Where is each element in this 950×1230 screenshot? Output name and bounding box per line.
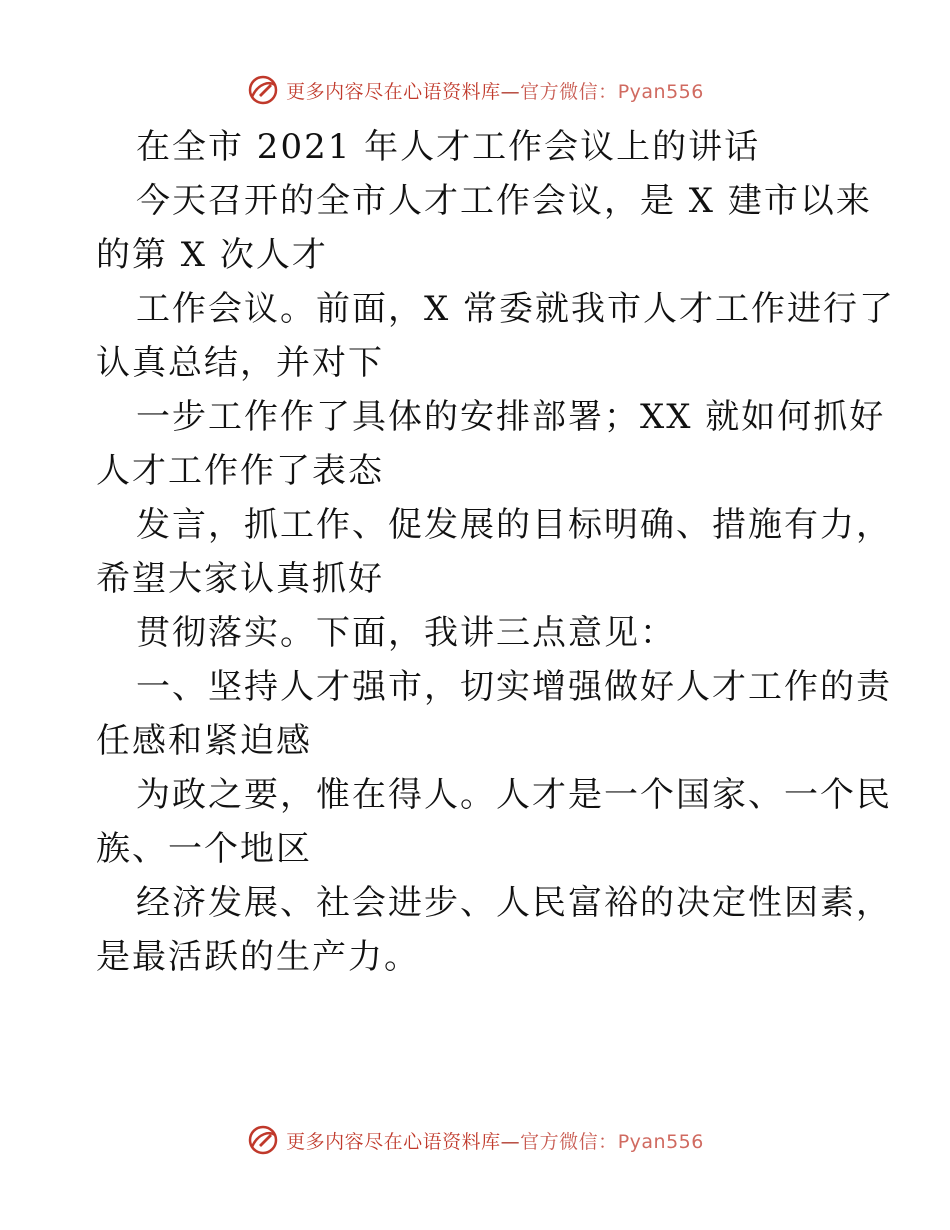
paragraph-line: 希望大家认真抓好 [96, 559, 384, 599]
header-banner-dash: — [500, 80, 521, 103]
header-banner-title: 更多内容尽在心语资料库 [286, 80, 501, 103]
paragraph-line: 发言，抓工作、促发展的目标明确、措施有力， [136, 505, 892, 545]
footer-banner-text [286, 1127, 704, 1154]
paragraph-line: 是最活跃的生产力。 [96, 937, 420, 977]
header-banner-text [286, 77, 704, 104]
document-body [96, 120, 896, 984]
paragraph-line: 一步工作作了具体的安排部署；XX 就如何抓好 [136, 397, 886, 437]
paragraph-line: 工作会议。前面，X 常委就我市人才工作进行了 [136, 289, 896, 329]
paragraph-line: 经济发展、社会进步、人民富裕的决定性因素， [136, 883, 892, 923]
header-banner-handle: Pyan556 [617, 80, 704, 103]
header-banner [0, 70, 950, 110]
document-title: 在全市 2021 年人才工作会议上的讲话 [136, 127, 761, 167]
header-banner-wechat-label: 官方微信： [520, 80, 618, 103]
section-heading-line: 一、坚持人才强市，切实增强做好人才工作的责 [136, 667, 892, 707]
paragraph-line: 族、一个地区 [96, 829, 312, 869]
paragraph-line: 今天召开的全市人才工作会议，是 X 建市以来 [136, 181, 872, 221]
section-heading-line: 任感和紧迫感 [96, 721, 312, 761]
footer-banner-wechat-label: 官方微信： [520, 1130, 618, 1153]
pen-swirl-logo-icon [246, 1123, 280, 1157]
paragraph-line: 人才工作作了表态 [96, 451, 384, 491]
paragraph-line: 贯彻落实。下面，我讲三点意见： [136, 613, 676, 653]
paragraph-line: 为政之要，惟在得人。人才是一个国家、一个民 [136, 775, 892, 815]
paragraph-line: 的第 X 次人才 [96, 235, 328, 275]
footer-banner-dash: — [500, 1130, 521, 1153]
paragraph-line: 认真总结，并对下 [96, 343, 384, 383]
pen-swirl-logo-icon [246, 73, 280, 107]
footer-banner-handle: Pyan556 [617, 1130, 704, 1153]
footer-banner [0, 1120, 950, 1160]
footer-banner-title: 更多内容尽在心语资料库 [286, 1130, 501, 1153]
